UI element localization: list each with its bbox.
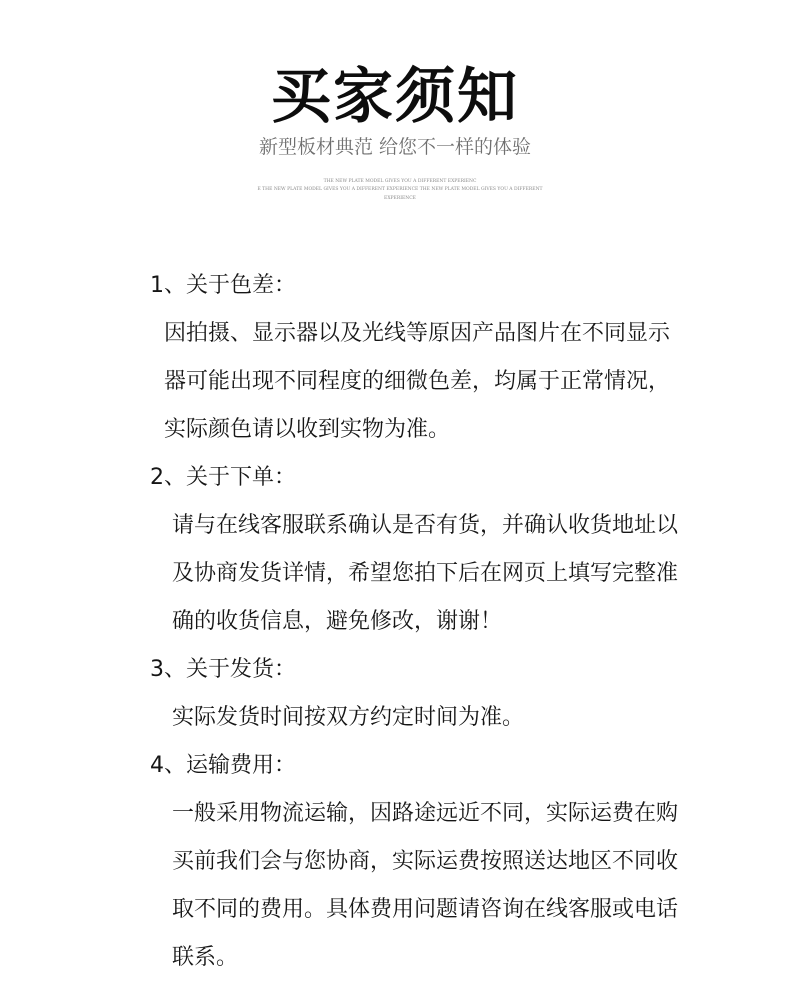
section-ordering bbox=[150, 454, 690, 646]
page-subtitle: 新型板材典范 给您不一样的体验 bbox=[258, 136, 532, 158]
section-text: 实际发货时间按双方约定时间为准。 bbox=[172, 705, 525, 730]
section-freight-cost bbox=[150, 742, 690, 982]
section-heading: 1、关于色差： bbox=[150, 273, 296, 298]
section-text: 因拍摄、显示器以及光线等原因产品图片在不同显示器可能出现不同程度的细微色差，均属于正常情况，实际颜色请以收到实物为准。 bbox=[164, 321, 671, 442]
section-heading: 4、运输费用： bbox=[150, 753, 296, 778]
fine-print-line: E THE NEW PLATE MODEL GIVES YOU A DIFFERENT EXPERIENCE THE NEW PLATE MODEL GIVES YOU A DIFFERENT bbox=[257, 187, 543, 192]
fine-print-line: THE NEW PLATE MODEL GIVES YOU A DIFFERENT EXPERIENC bbox=[323, 179, 477, 184]
section-heading: 3、关于发货： bbox=[150, 657, 296, 682]
section-color-difference bbox=[150, 262, 690, 454]
section-text: 一般采用物流运输，因路途远近不同，实际运费在购买前我们会与您协商，实际运费按照送达地区不同收取不同的费用。具体费用问题请咨询在线客服或电话联系。 bbox=[172, 801, 679, 970]
section-shipping bbox=[150, 646, 690, 742]
section-heading: 2、关于下单： bbox=[150, 465, 296, 490]
section-text: 请与在线客服联系确认是否有货，并确认收货地址以及协商发货详情，希望您拍下后在网页上填写完整准确的收货信息，避免修改，谢谢！ bbox=[172, 513, 679, 634]
fine-print-line: EXPERIENCE bbox=[384, 196, 416, 201]
notice-content bbox=[150, 262, 690, 982]
page-title: 买家须知 bbox=[271, 62, 519, 132]
